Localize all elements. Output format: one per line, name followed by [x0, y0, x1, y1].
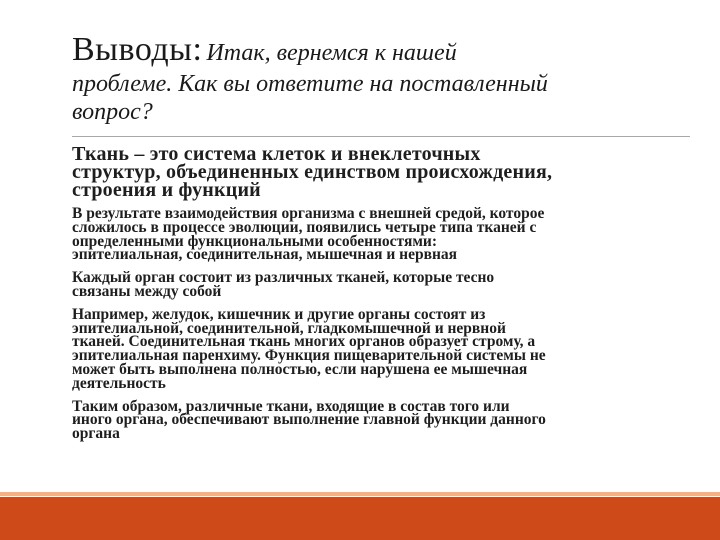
text-line: строения и функций: [72, 179, 261, 201]
text-line: Ткань – это система клеток и внеклеточных: [72, 143, 481, 165]
title-question-part-1: Итак, вернемся к нашей: [206, 40, 457, 66]
footer-accent-line: [0, 492, 720, 496]
title-question-part-3: вопрос?: [72, 99, 153, 126]
text-line: может быть выполнена полностью, если нарушена ее мышечная: [72, 360, 528, 378]
text-line: иного органа, обеспечивают выполнение главной функции данного: [72, 411, 546, 429]
paragraph-organ-tissues: [72, 271, 662, 299]
footer-bar: [0, 497, 720, 540]
paragraph-tissue-definition: [72, 145, 662, 199]
paragraph-example: [72, 305, 662, 392]
title-lead: Выводы:: [72, 31, 203, 68]
slide-body: [72, 145, 662, 450]
text-line: деятельность: [72, 374, 166, 392]
title-divider: [72, 136, 690, 137]
text-line: структур, объединенных единством происхождения,: [72, 161, 553, 183]
text-line: эпителиальной, соединительной, гладкомышечной и нервной: [72, 319, 506, 337]
text-line: В результате взаимодействия организма с внешней средой, которое: [72, 205, 545, 222]
paragraph-conclusion: [72, 397, 662, 443]
text-line: эпителиальная паренхиму. Функция пищеварительной системы не: [72, 347, 546, 365]
paragraph-tissue-types: [72, 207, 662, 262]
text-line: связаны между собой: [72, 282, 222, 300]
title-line-1: [72, 30, 672, 70]
title-question-part-2: проблеме. Как вы ответите на поставленный: [72, 71, 548, 98]
text-line: Таким образом, различные ткани, входящие в состав того или: [72, 397, 510, 415]
text-line: органа: [72, 425, 120, 443]
text-line: тканей. Соединительная ткань многих органов образует строму, а: [72, 333, 536, 351]
text-line: эпителиальная, соединительная, мышечная и нервная: [72, 246, 458, 264]
text-line: сложилось в процессе эволюции, появились четыре типа тканей с: [72, 218, 537, 236]
text-line: Например, желудок, кишечник и другие органы состоят из: [72, 305, 486, 323]
slide-title: [72, 30, 672, 127]
text-line: определенными функциональными особенностями:: [72, 232, 438, 250]
text-line: Каждый орган состоит из различных тканей, которые тесно: [72, 269, 495, 287]
